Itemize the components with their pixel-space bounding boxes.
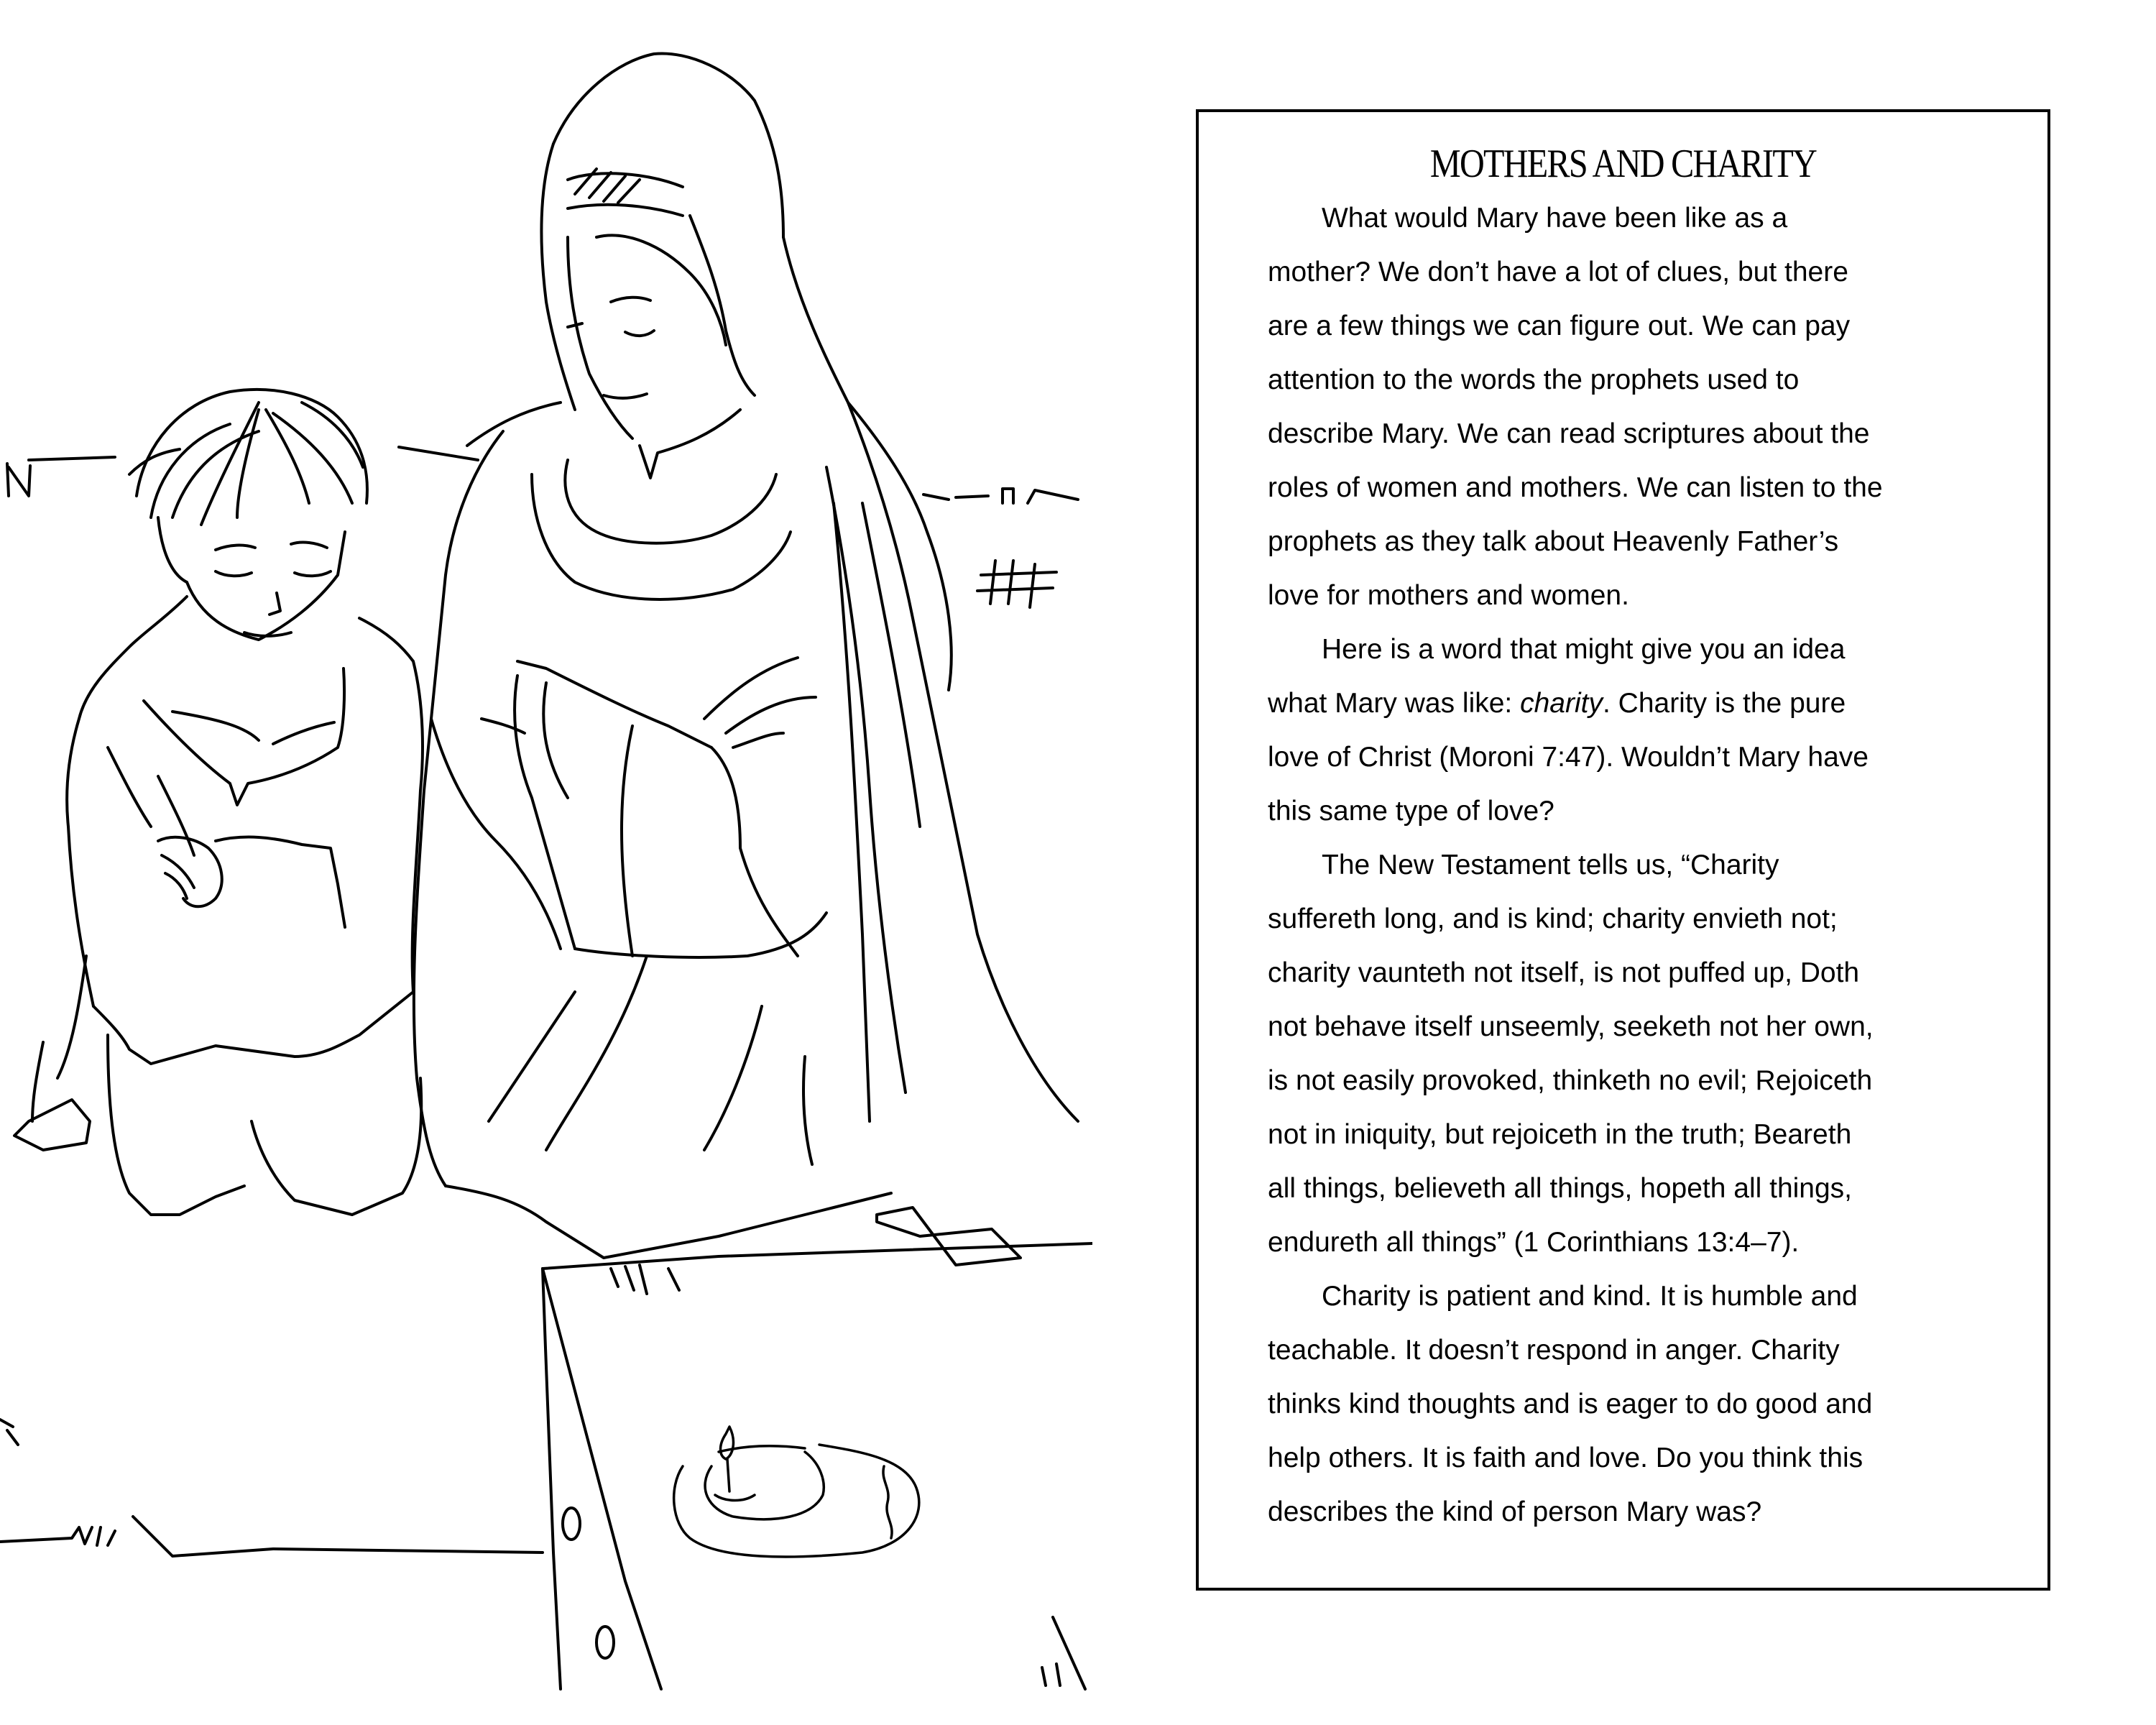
text-line: describe Mary. We can read scriptures about the	[1268, 418, 1870, 449]
text-line: mother? We don’t have a lot of clues, but there	[1268, 257, 1848, 288]
text-line: Charity is patient and kind. It is humble and	[1322, 1281, 1858, 1312]
text-line: attention to the words the prophets used to	[1268, 364, 1800, 395]
text-line: prophets as they talk about Heavenly Father’s	[1268, 526, 1839, 557]
text-line: are a few things we can figure out. We can pay	[1268, 310, 1851, 341]
text-line: love for mothers and women.	[1268, 580, 1629, 611]
text-line: What would Mary have been like as a	[1322, 203, 1788, 234]
box-title: MOTHERS AND CHARITY	[1429, 142, 1817, 186]
text-line: all things, believeth all things, hopeth all things,	[1268, 1173, 1853, 1204]
text-line: this same type of love?	[1268, 796, 1554, 827]
text-line: teachable. It doesn’t respond in anger. Charity	[1268, 1335, 1840, 1366]
text-line: Here is a word that might give you an idea	[1322, 634, 1846, 665]
text-line: endureth all things” (1 Corinthians 13:4–7).	[1268, 1227, 1800, 1258]
text-line	[1268, 676, 2015, 730]
text-line: thinks kind thoughts and is eager to do good and	[1268, 1389, 1873, 1420]
text-line: not in iniquity, but rejoiceth in the truth; Beareth	[1268, 1119, 1852, 1150]
text-line: not behave itself unseemly, seeketh not her own,	[1268, 1011, 1874, 1042]
wall-lines	[0, 447, 1078, 1556]
text-line: charity vaunteth not itself, is not puffed up, Doth	[1268, 957, 1860, 988]
oil-lamp-icon	[674, 1427, 919, 1557]
text-line: love of Christ (Moroni 7:47). Wouldn’t Mary have	[1268, 742, 1869, 773]
text-line: is not easily provoked, thinketh no evil; Rejoiceth	[1268, 1065, 1873, 1096]
emphasis-charity: charity	[1520, 688, 1603, 719]
text-line: describes the kind of person Mary was?	[1268, 1496, 1762, 1527]
text-line: suffereth long, and is kind; charity envieth not;	[1268, 903, 1838, 934]
text-fragment: what Mary was like:	[1268, 688, 1521, 719]
box-body	[1268, 191, 2015, 1539]
text-fragment: . Charity is the pure	[1602, 688, 1846, 719]
text-line: roles of women and mothers. We can listen to the	[1268, 472, 1883, 503]
boy-figure	[14, 390, 423, 1215]
text-line: help others. It is faith and love. Do you think this	[1268, 1443, 1864, 1473]
text-box	[1196, 109, 2050, 1591]
text-line: The New Testament tells us, “Charity	[1322, 850, 1779, 880]
mary-figure	[414, 53, 1078, 1265]
